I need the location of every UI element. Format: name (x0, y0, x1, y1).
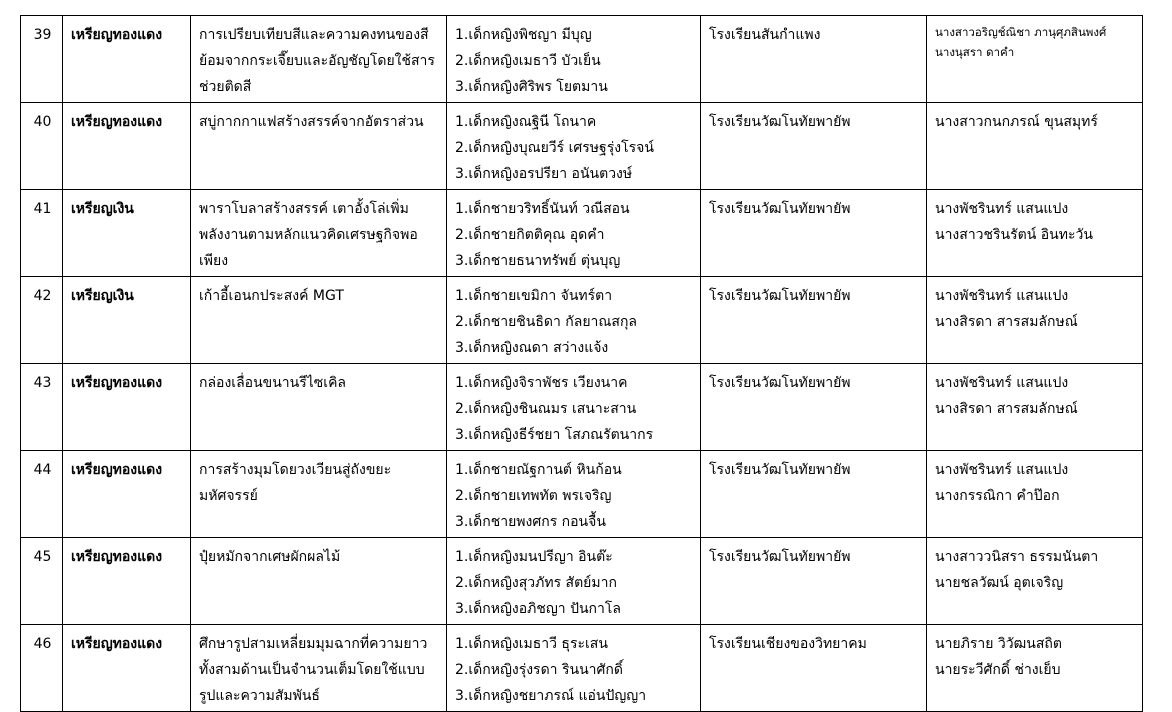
project-title-text: สบู่กากกาแฟสร้างสรรค์จากอัตราส่วน (199, 114, 424, 130)
student-name: 3.เด็กหญิงอภิชญา ปันกาโล (455, 601, 621, 617)
table-row (21, 364, 1143, 451)
table-row (21, 103, 1143, 190)
project-title-text: กล่องเลื่อนขนานรีไซเคิล (199, 375, 347, 391)
student-list (447, 190, 701, 277)
student-name: 2.เด็กหญิงสุวภัทร สัตย์มาก (455, 575, 617, 591)
award-level: เหรียญทองแดง (63, 103, 191, 190)
school-name: โรงเรียนสันกำแพง (701, 16, 927, 103)
row-number: 45 (21, 538, 63, 625)
project-title-text: การสร้างมุมโดยวงเวียนสู่ถังขยะมหัศจรรย์ (199, 462, 392, 504)
table-row (21, 625, 1143, 712)
teacher-name: นางสาววนิสรา ธรรมนันตา (935, 549, 1099, 565)
row-number: 46 (21, 625, 63, 712)
project-title-text: การเปรียบเทียบสีและความคงทนของสีย้อมจากกระเจี๊ยบและอัญชัญโดยใช้สารช่วยติดสี (199, 27, 435, 95)
student-name: 2.เด็กหญิงชินณมร เสนาะสาน (455, 401, 637, 417)
teacher-list (927, 103, 1143, 190)
school-name: โรงเรียนวัฒโนทัยพายัพ (701, 364, 927, 451)
table-row (21, 16, 1143, 103)
teacher-list (927, 538, 1143, 625)
student-name: 3.เด็กหญิงศิริพร โยตมาน (455, 79, 608, 95)
student-name: 3.เด็กหญิงธีร์ชยา โสภณรัตนากร (455, 427, 654, 443)
student-name: 1.เด็กชายณัฐกานต์ หินก้อน (455, 462, 622, 478)
student-name: 2.เด็กชายเทพทัต พรเจริญ (455, 488, 612, 504)
award-results-body (21, 16, 1143, 712)
row-number: 39 (21, 16, 63, 103)
teacher-name: นางสิรดา สารสมลักษณ์ (935, 314, 1078, 330)
project-title (191, 16, 447, 103)
award-level: เหรียญทองแดง (63, 538, 191, 625)
teacher-name: นายชลวัฒน์ อุตเจริญ (935, 575, 1064, 591)
school-name: โรงเรียนวัฒโนทัยพายัพ (701, 277, 927, 364)
project-title (191, 364, 447, 451)
project-title (191, 538, 447, 625)
project-title (191, 190, 447, 277)
award-level: เหรียญเงิน (63, 190, 191, 277)
award-level: เหรียญเงิน (63, 277, 191, 364)
teacher-name: นายภิราย วิวัฒนสถิต (935, 636, 1062, 652)
row-number: 44 (21, 451, 63, 538)
student-list (447, 364, 701, 451)
teacher-name: นางสาวอริญช์ณิชา ภานุศุภสินพงศ์ (935, 25, 1107, 39)
award-results-table (20, 15, 1143, 712)
teacher-list (927, 451, 1143, 538)
school-name: โรงเรียนวัฒโนทัยพายัพ (701, 538, 927, 625)
table-row (21, 190, 1143, 277)
student-list (447, 451, 701, 538)
student-name: 1.เด็กหญิงณฐินี โถนาค (455, 114, 597, 130)
student-name: 2.เด็กชายชินธิดา กัลยาณสกุล (455, 314, 638, 330)
student-name: 2.เด็กชายกิตติคุณ อุดคำ (455, 227, 605, 243)
student-name: 1.เด็กหญิงพิชญา มีบุญ (455, 27, 592, 43)
teacher-name: นางสิรดา สารสมลักษณ์ (935, 401, 1078, 417)
teacher-list (927, 625, 1143, 712)
teacher-list (927, 277, 1143, 364)
teacher-name: นางพัชรินทร์ แสนแปง (935, 201, 1069, 217)
table-row (21, 538, 1143, 625)
student-list (447, 277, 701, 364)
student-name: 1.เด็กหญิงเมธาวี ธุระเสน (455, 636, 608, 652)
teacher-name: นางพัชรินทร์ แสนแปง (935, 375, 1069, 391)
row-number: 40 (21, 103, 63, 190)
table-row (21, 277, 1143, 364)
school-name: โรงเรียนวัฒโนทัยพายัพ (701, 451, 927, 538)
student-name: 1.เด็กหญิงจิราพัชร เวียงนาค (455, 375, 628, 391)
student-name: 1.เด็กชายวริทธิ์นันท์ วณีสอน (455, 201, 630, 217)
student-name: 3.เด็กชายธนาทรัพย์ ตุ่นบุญ (455, 253, 621, 269)
school-name: โรงเรียนวัฒโนทัยพายัพ (701, 190, 927, 277)
row-number: 42 (21, 277, 63, 364)
row-number: 43 (21, 364, 63, 451)
student-list (447, 625, 701, 712)
student-name: 2.เด็กหญิงเมธาวี บัวเย็น (455, 53, 601, 69)
teacher-list (927, 190, 1143, 277)
student-name: 3.เด็กชายพงศกร กอนจื้น (455, 514, 606, 530)
award-level: เหรียญทองแดง (63, 451, 191, 538)
table-row (21, 451, 1143, 538)
student-name: 3.เด็กหญิงอรปรียา อนันตวงษ์ (455, 166, 633, 182)
student-list (447, 16, 701, 103)
project-title (191, 103, 447, 190)
award-level: เหรียญทองแดง (63, 16, 191, 103)
teacher-name: นางกรรณิกา คำป๊อก (935, 488, 1060, 504)
project-title-text: ศึกษารูปสามเหลี่ยมมุมฉากที่ความยาวทั้งสามด้านเป็นจำนวนเต็มโดยใช้แบบรูปและความสัมพันธ์ (199, 636, 428, 704)
school-name: โรงเรียนเชียงของวิทยาคม (701, 625, 927, 712)
project-title (191, 277, 447, 364)
school-name: โรงเรียนวัฒโนทัยพายัพ (701, 103, 927, 190)
student-list (447, 103, 701, 190)
project-title (191, 451, 447, 538)
teacher-list (927, 16, 1143, 103)
student-name: 1.เด็กหญิงมนปรีญา อินต๊ะ (455, 549, 613, 565)
award-level: เหรียญทองแดง (63, 625, 191, 712)
project-title-text: เก้าอี้เอนกประสงค์ MGT (199, 288, 344, 304)
student-name: 2.เด็กหญิงบุณยวีร์ เศรษฐรุ่งโรจน์ (455, 140, 654, 156)
teacher-name: นางพัชรินทร์ แสนแปง (935, 288, 1069, 304)
row-number: 41 (21, 190, 63, 277)
student-name: 3.เด็กหญิงชยาภรณ์ แอ่นปัญญา (455, 688, 647, 704)
teacher-name: นางนุสรา ดาคำ (935, 45, 1015, 59)
student-name: 1.เด็กชายเขมิกา จันทร์ตา (455, 288, 613, 304)
teacher-name: นางสาวชรินรัตน์ อินทะวัน (935, 227, 1093, 243)
project-title (191, 625, 447, 712)
teacher-name: นายระวีศักดิ์ ช่างเย็บ (935, 662, 1061, 678)
award-level: เหรียญทองแดง (63, 364, 191, 451)
teacher-list (927, 364, 1143, 451)
teacher-name: นางพัชรินทร์ แสนแปง (935, 462, 1069, 478)
student-name: 3.เด็กหญิงณดา สว่างแจ้ง (455, 340, 609, 356)
student-name: 2.เด็กหญิงรุ่งรดา รินนาศักดิ์ (455, 662, 623, 678)
student-list (447, 538, 701, 625)
teacher-name: นางสาวกนกภรณ์ ขุนสมุทร์ (935, 114, 1098, 130)
project-title-text: ปุ๋ยหมักจากเศษผักผลไม้ (199, 549, 341, 565)
project-title-text: พาราโบลาสร้างสรรค์ เตาอั้งโล่เพิ่มพลังงานตามหลักแนวคิดเศรษฐกิจพอเพียง (199, 201, 418, 269)
